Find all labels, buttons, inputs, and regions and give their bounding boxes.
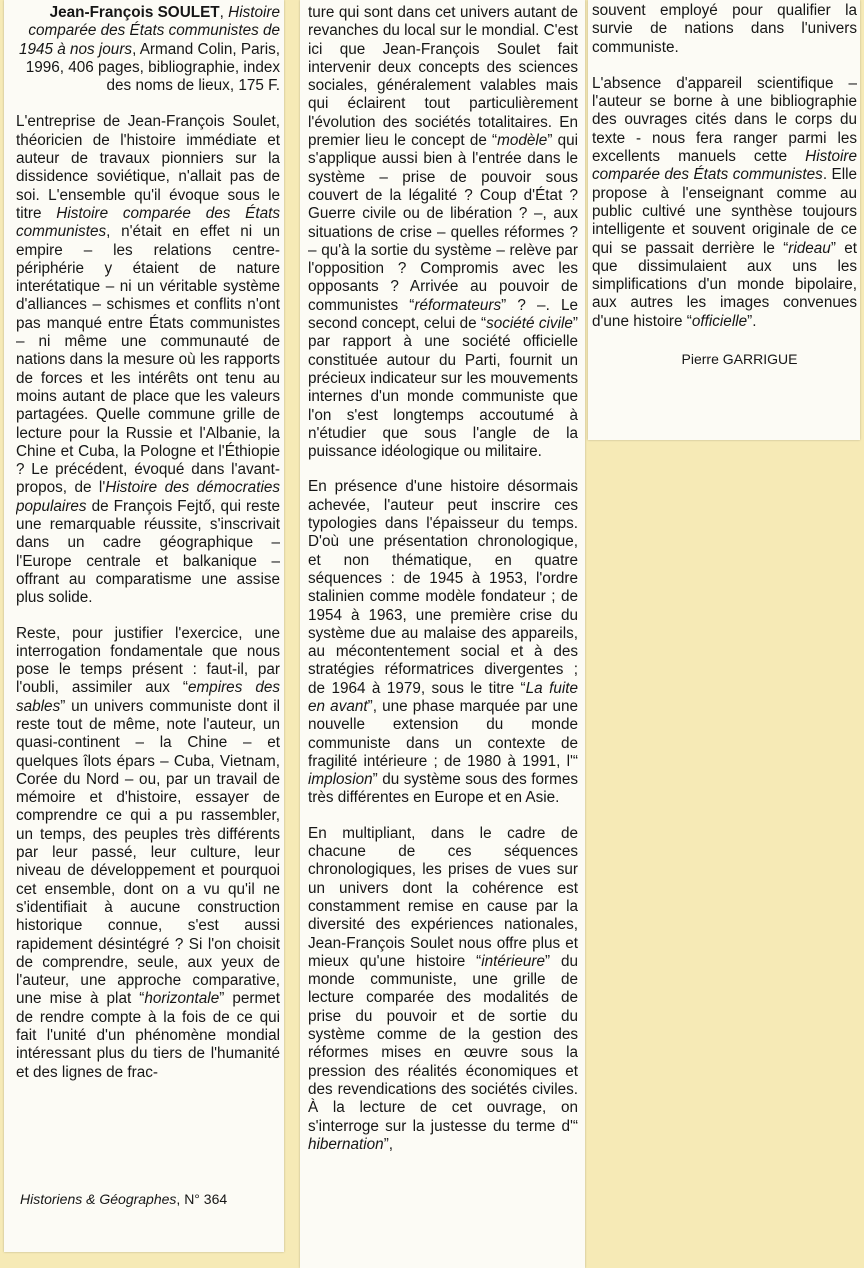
book-reference: Jean-François SOULET, Histoire comparée des États communistes de 1945 à nos jours, Armand Colin, Paris, 1996, 406 pages, bibliographie, index des noms de lieux, 175 F.: [18, 4, 280, 95]
review-paragraph: En présence d'une histoire désormais achevée, l'auteur peut inscrire ces typologies dans l'épaisseur du temps. D'où une présentation chronologique, et non thématique, en quatre séquences : de 1945 à 1953, l'ordre stalinien comme modèle fondateur ; de 1954 à 1963, une première crise du système due au malaise des appareils, au mécontentement social et à des stratégies réformatrices divergentes ; de 1964 à 1979, sous le titre “La fuite en avant”, une phase marquée par une nouvelle extension du monde communiste dans un contexte de fragilité intérieure ; de 1980 à 1991, l'“ implosion” du système sous des formes très différentes en Europe et en Asie.: [308, 478, 578, 807]
review-paragraph: L'absence d'appareil scientifique – l'auteur se borne à une bibliographie des ouvrages cités dans le corps du texte - nous fera ranger parmi les excellents manuels cette Histoire comparée des États communistes. Elle propose à l'enseignant comme au public cultivé une synthèse toujours intelligente et souvent originale de ce qui se passait derrière le “rideau” et que dissimulaient aux uns les simplifications d'un monde bipolaire, aux autres les images convenues d'une histoire “officielle”.: [592, 74, 857, 330]
journal-source: [20, 1191, 227, 1207]
review-paragraph: En multipliant, dans le cadre de chacune de ces séquences chronologiques, les prises de vues sur un univers dont la cohérence est constamment remise en cause par la diversité des expériences nationales, Jean-François Soulet nous offre plus et mieux qu'une histoire “intérieure” du monde communiste, une grille de lecture comparée des modalités de prise du pouvoir et de sortie du système comme de la gestion des réformes mises en œuvre sous la pression des réalités économiques et des revendications des sociétés civiles. À la lecture de cet ouvrage, on s'interroge sur la justesse du terme d'“ hibernation”,: [308, 824, 578, 1153]
review-column-2: [300, 0, 585, 1268]
review-paragraph: ture qui sont dans cet univers autant de revanches du local sur le mondial. C'est ici que Jean-François Soulet fait intervenir deux concepts des sciences sociales, généralement valables mais qui éclairent tout particulièrement l'évolution des sociétés totalitaires. En premier lieu le concept de “modèle” qui s'applique aussi bien à l'entrée dans le système – prise de pouvoir sous couvert de la légalité ? Coup d'État ? Guerre civile ou de libération ? –, aux situations de crise – quelles réformes ? – qu'à la sortie du système – relève par l'opposition ? Compromis avec les opposants ? Arrivée au pouvoir de communistes “réformateurs” ? –. Le second concept, celui de “société civile” par rapport à une société officielle constituée autour du Parti, fournit un précieux indicateur sur les mouvements internes d'un monde communiste que l'on s'est longtemps accoutumé à n'étudier que sous l'angle de la puissance idéologique ou militaire.: [308, 4, 578, 461]
review-column-1: [4, 0, 284, 1252]
book-details: Armand Colin, Paris, 1996, 406 pages, bibliographie, index des noms de lieux, 175 F.: [25, 40, 280, 95]
journal-number: , N° 364: [176, 1191, 228, 1207]
review-paragraph: souvent employé pour qualifier la survie de nations dans l'univers communiste.: [592, 2, 857, 56]
journal-name: Historiens & Géographes: [20, 1191, 177, 1207]
review-paragraph: L'entreprise de Jean-François Soulet, théoricien de l'histoire immédiate et auteur de travaux pionniers sur la dissidence soviétique, n'allait pas de soi. L'ensemble qu'il évoque sous le titre Histoire comparée des États communistes, n'était en effet ni un empire – les relations centre-périphérie y étaient de nature interétatique – ni un véritable système d'alliances – schismes et conflits n'ont pas manqué entre États communistes – ni même une communauté de nations dans la mesure où les rapports de forces et les intérêts ont tenu au moins autant de place que les valeurs partagées. Quelle commune grille de lecture pour la Russie et l'Albanie, la Chine et Cuba, la Pologne et l'Éthiopie ? Le précédent, évoqué dans l'avant-propos, de l'Histoire des démocraties populaires de François Fejtő, qui reste une remarquable réussite, s'inscrivait dans un cadre géographique – l'Europe centrale et balkanique – offrant au comparatisme une assise plus solide.: [16, 113, 280, 607]
review-column-3: [588, 0, 860, 440]
review-author-signature: Pierre GARRIGUE: [681, 351, 798, 368]
review-paragraph: Reste, pour justifier l'exercice, une interrogation fondamentale que nous pose le temps présent : faut-il, par l'oubli, assimiler aux “empires des sables” un univers communiste dont il reste tout de même, note l'auteur, un quasi-continent – la Chine – et quelques îlots épars – Cuba, Vietnam, Corée du Nord – ou, par un travail de mémoire et d'histoire, essayer de comprendre ce qui a pu rassembler, un temps, des peuples très différents par leur passé, leur culture, leur niveau de développement et pourquoi cet ensemble, dont on a vu qu'il ne s'identifiait à aucune construction historique connue, s'est aussi rapidement désintégré ? Si l'on choisit de comprendre, seule, aux yeux de l'auteur, une approche comparative, une mise à plat “horizontale” permet de rendre compte à la fois de ce qui fait l'unité d'un phénomène mondial intéressant plus du tiers de l'humanité et des lignes de frac-: [16, 624, 280, 1081]
book-author: Jean-François SOULET: [49, 4, 220, 21]
book-title: Histoire comparée des États communistes de 1945 à nos jours: [18, 4, 280, 58]
